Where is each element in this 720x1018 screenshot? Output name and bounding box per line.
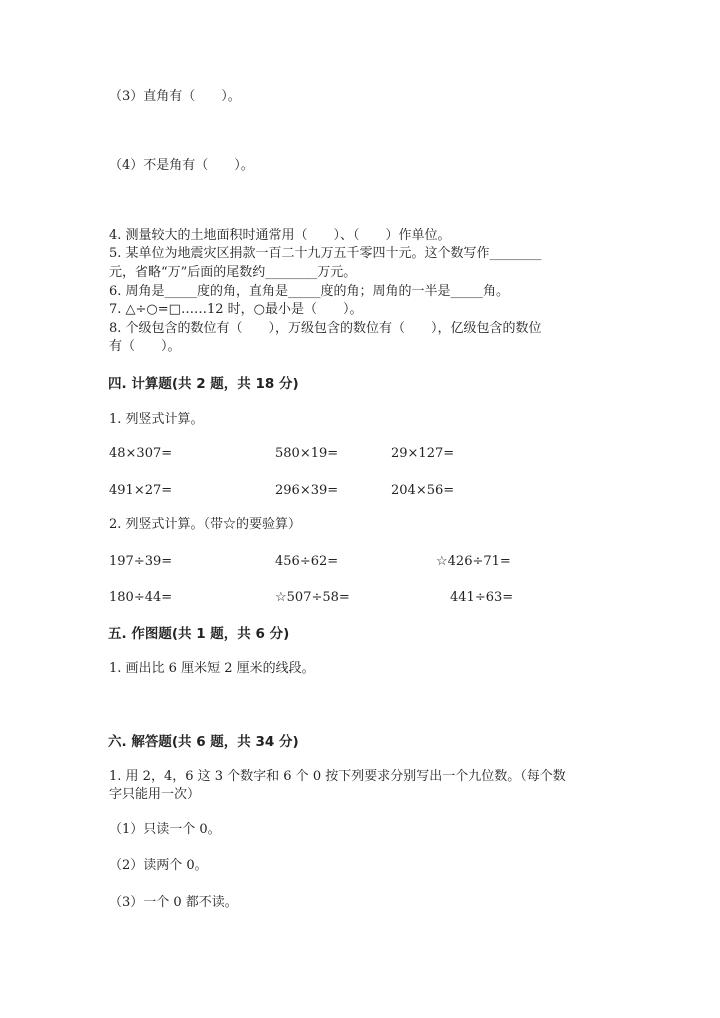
problem-1-sub-2: （2）读两个 0。 <box>109 858 208 873</box>
calc-item: 491×27= <box>109 483 173 498</box>
calc-item: 180÷44= <box>109 590 173 605</box>
calc-item: 204×56= <box>391 483 455 498</box>
calc-item: ☆507÷58= <box>275 590 350 605</box>
calc-item: 441÷63= <box>450 590 514 605</box>
calc-item: 197÷39= <box>109 554 173 569</box>
question-7: 7. △÷○=□……12 时，○最小是（ ）。 <box>109 302 363 317</box>
question-8-line-1: 8. 个级包含的数位有（ ），万级包含的数位有（ ），亿级包含的数位 <box>109 321 542 336</box>
calc-item: 296×39= <box>275 483 339 498</box>
problem-1-sub-3: （3）一个 0 都不读。 <box>109 895 238 910</box>
question-5-line-2: 元，省略“万”后面的尾数约________万元。 <box>109 265 357 280</box>
question-6: 6. 周角是_____度的角，直角是_____度的角；周角的一半是_____角。 <box>109 284 510 299</box>
problem-1-line-1: 1. 用 2，4，6 这 3 个数字和 6 个 0 按下列要求分别写出一个九位数。（每个数 <box>109 769 566 784</box>
calc-item: 580×19= <box>275 446 339 461</box>
problem-1-line-2: 字只能用一次） <box>109 787 201 802</box>
calc-item: 48×307= <box>109 446 173 461</box>
question-3-sub-4: （4）不是角有（ ）。 <box>109 158 254 173</box>
section-heading-word-problems: 六. 解答题(共 6 题，共 34 分) <box>108 734 299 750</box>
question-4: 4. 测量较大的土地面积时通常用（ ）、（ ）作单位。 <box>109 228 451 243</box>
drawing-question-1: 1. 画出比 6 厘米短 2 厘米的线段。 <box>109 661 315 676</box>
question-5-line-1: 5. 某单位为地震灾区捐款一百二十九万五千零四十元。这个数写作________ <box>109 246 542 261</box>
calc-question-2-label: 2. 列竖式计算。（带☆的要验算） <box>109 517 302 532</box>
calc-item: ☆426÷71= <box>436 554 511 569</box>
problem-1-sub-1: （1）只读一个 0。 <box>109 822 221 837</box>
section-heading-calculation: 四. 计算题(共 2 题，共 18 分) <box>108 376 299 392</box>
calc-question-1-label: 1. 列竖式计算。 <box>109 412 204 427</box>
calc-item: 29×127= <box>391 446 455 461</box>
question-8-line-2: 有（ ）。 <box>109 339 181 354</box>
section-heading-drawing: 五. 作图题(共 1 题，共 6 分) <box>108 626 290 642</box>
question-3-sub-3: （3）直角有（ ）。 <box>109 89 241 104</box>
calc-item: 456÷62= <box>275 554 339 569</box>
